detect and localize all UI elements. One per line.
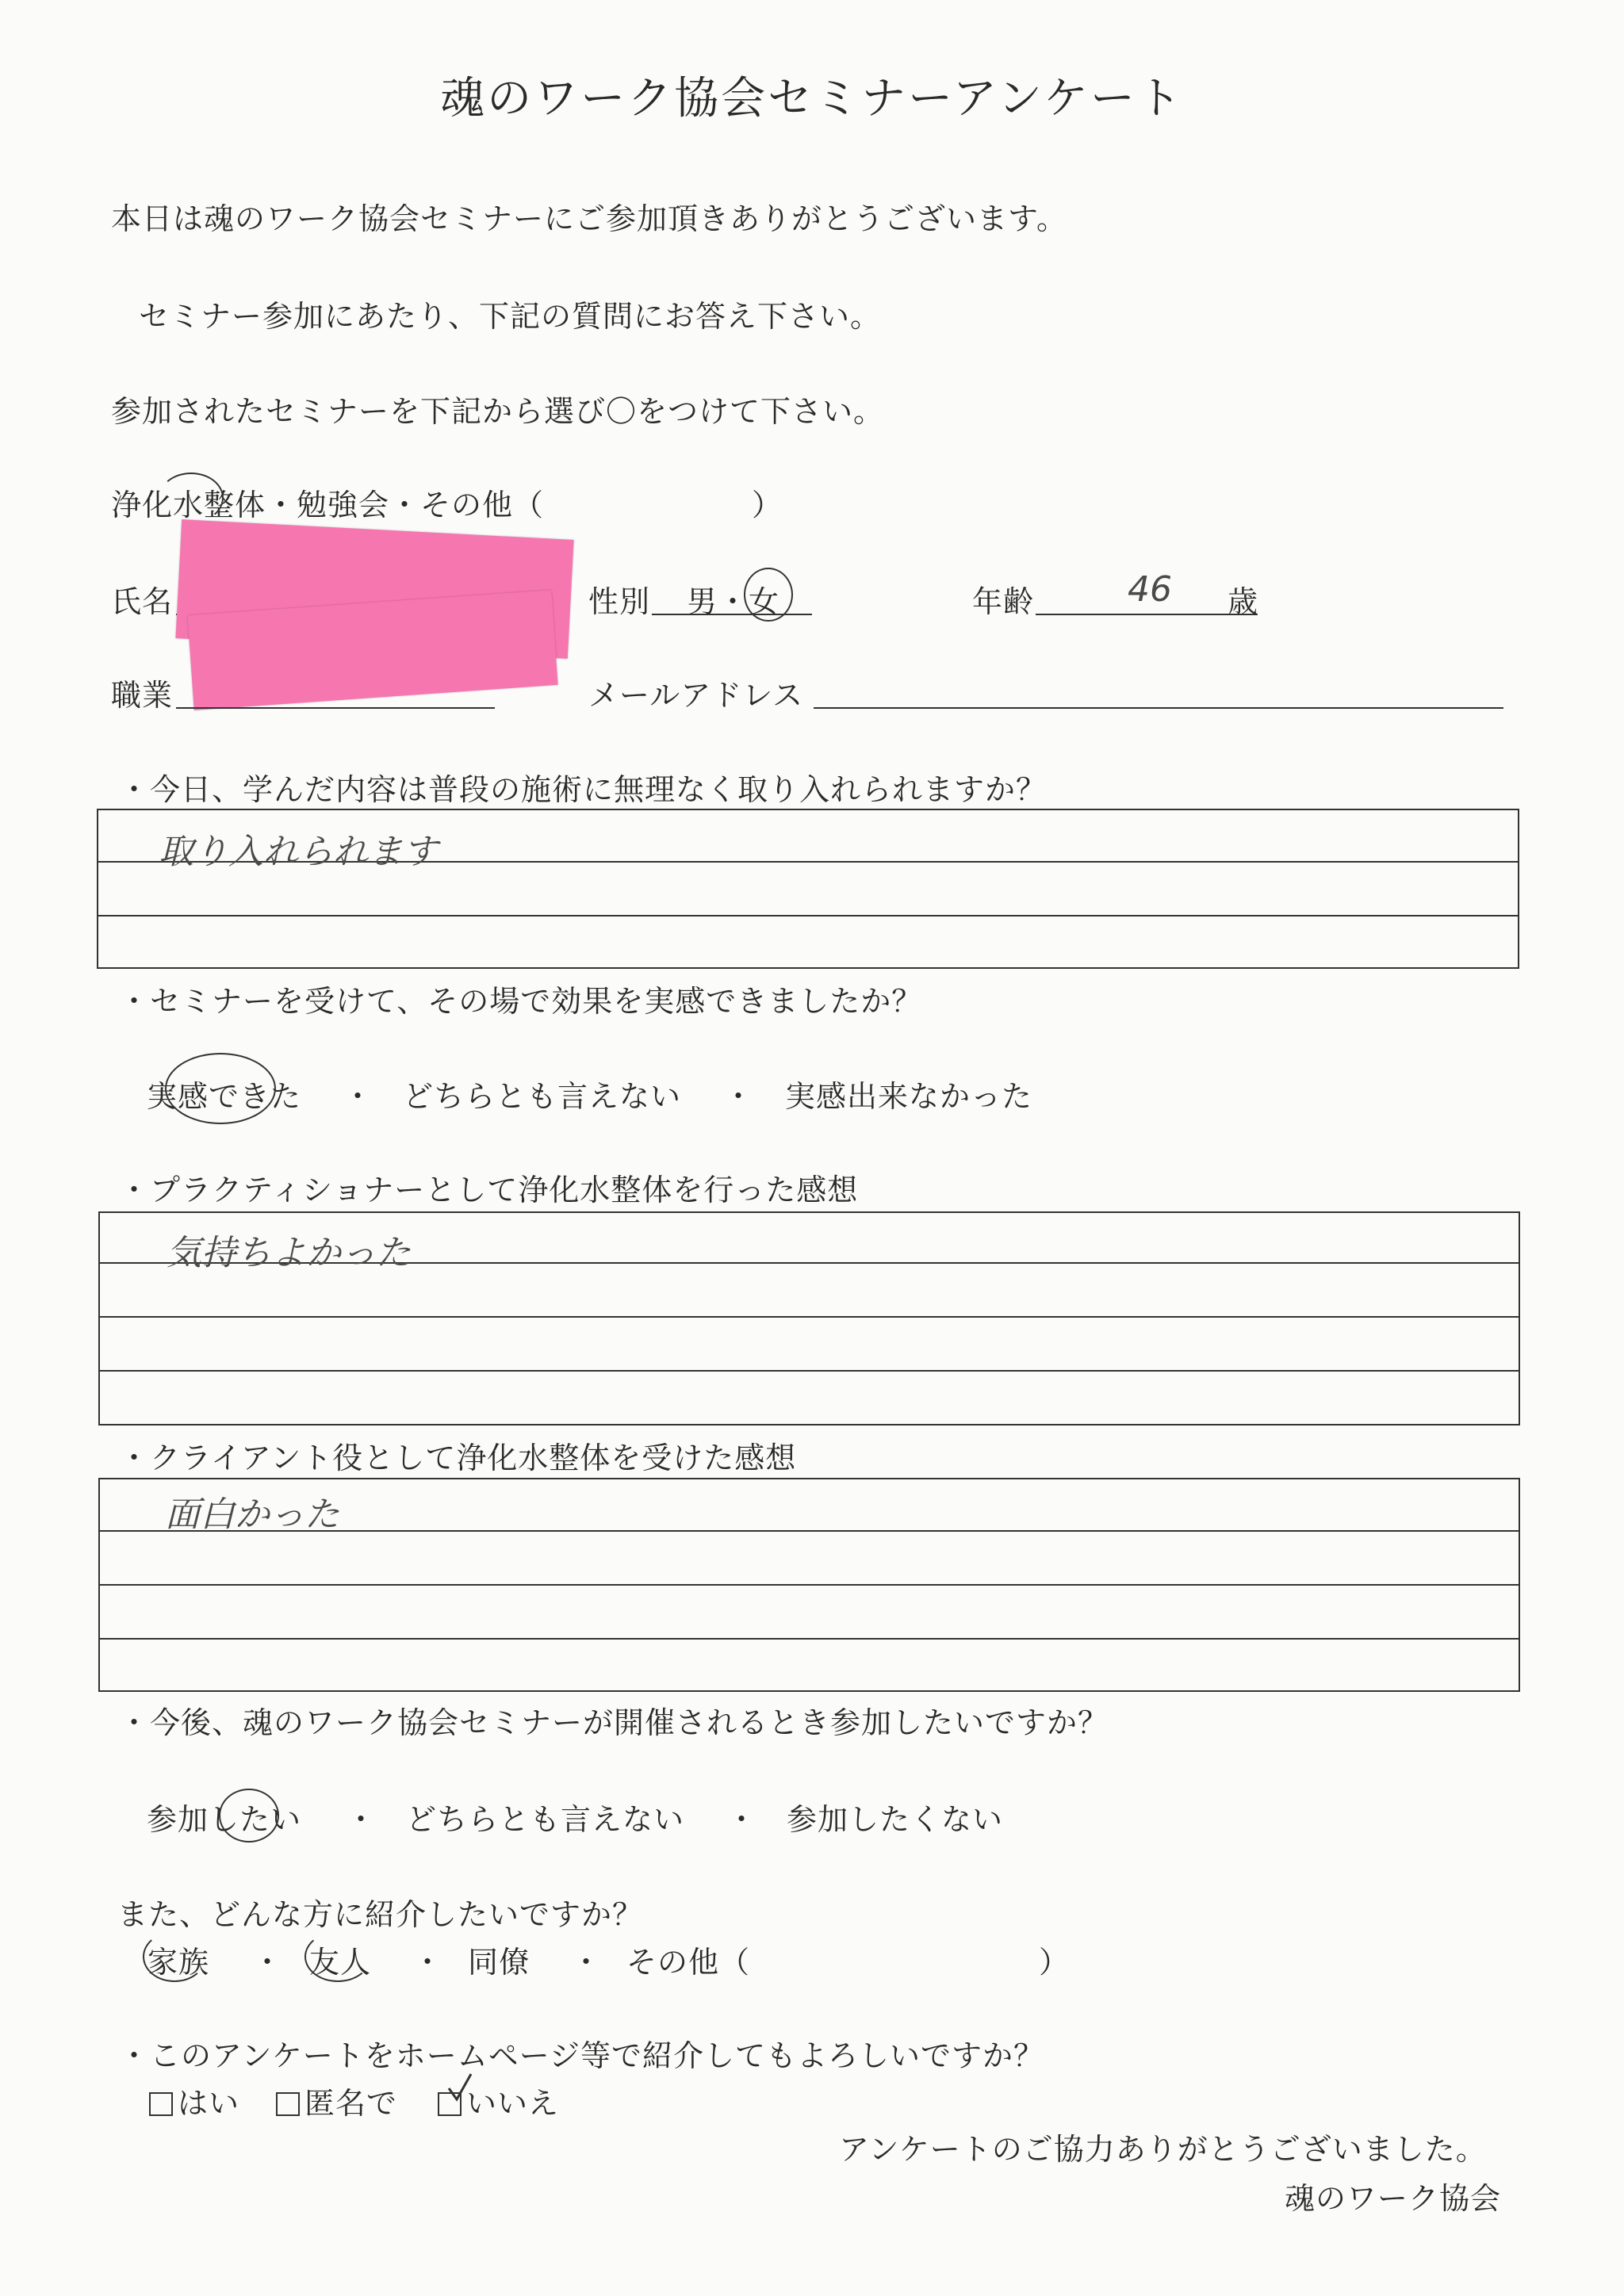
question-5: ・今後、魂のワーク協会セミナーが開催されるとき参加したいですか？ xyxy=(119,1705,1109,1740)
check-mark-icon xyxy=(444,2071,476,2107)
intro-line-3: 参加されたセミナーを下記から選び〇をつけて下さい。 xyxy=(111,394,885,429)
gender-options[interactable]: 男・女 xyxy=(687,584,780,619)
q5-option-no[interactable]: 参加したくない xyxy=(787,1802,1004,1837)
q2-separator: ・ xyxy=(723,1079,755,1114)
age-unit: 歳 xyxy=(1228,584,1259,619)
q7-option-yes-label: はい xyxy=(178,2086,240,2121)
answer-1-text: 取り入れられます xyxy=(159,832,438,872)
email-label: メールアドレス xyxy=(588,678,804,713)
email-field[interactable] xyxy=(814,707,1503,709)
selection-circle-q5 xyxy=(219,1789,279,1843)
footer-thanks: アンケートのご協力ありがとうございました。 xyxy=(839,2132,1487,2167)
question-2: ・セミナーを受けて、その場で効果を実感できましたか？ xyxy=(119,984,923,1019)
checkbox-yes[interactable] xyxy=(149,2092,173,2116)
question-1: ・今日、学んだ内容は普段の施術に無理なく取り入れられますか？ xyxy=(119,772,1048,807)
q5-separator: ・ xyxy=(726,1802,758,1837)
seminar-options-close: ） xyxy=(752,488,783,522)
selection-circle-q6-family xyxy=(143,1931,206,1982)
q5-separator: ・ xyxy=(346,1802,377,1837)
selection-circle-q6-friend xyxy=(304,1931,371,1982)
q5-option-neutral[interactable]: どちらとも言えない xyxy=(406,1802,685,1837)
answer-rule xyxy=(100,1370,1519,1372)
q7-option-yes[interactable] xyxy=(149,2079,239,2122)
answer-3-text: 気持ちよかった xyxy=(167,1233,411,1273)
intro-line-2: セミナー参加にあたり、下記の質問にお答え下さい。 xyxy=(139,299,882,334)
q2-option-yes[interactable]: 実感できた xyxy=(147,1079,302,1114)
q6-separator: ・ xyxy=(571,1945,603,1980)
q2-separator: ・ xyxy=(343,1079,374,1114)
q6-option-colleague[interactable]: 同僚 xyxy=(468,1945,530,1980)
name-label: 氏名 xyxy=(111,584,174,619)
answer-rule xyxy=(98,915,1518,916)
age-value[interactable]: 46 xyxy=(1128,569,1172,610)
page-title: 魂のワーク協会セミナーアンケート xyxy=(440,73,1184,124)
q6-option-other[interactable]: その他（ xyxy=(626,1945,751,1980)
footer-org: 魂のワーク協会 xyxy=(1285,2181,1502,2216)
q2-option-no[interactable]: 実感出来なかった xyxy=(785,1079,1033,1114)
q7-option-no-label: いいえ xyxy=(466,2086,560,2121)
age-field-underline xyxy=(1036,614,1258,615)
seminar-options[interactable]: 浄化水整体・勉強会・その他（ xyxy=(111,488,545,522)
question-7: ・このアンケートをホームページ等で紹介してもよろしいですか？ xyxy=(119,2038,1044,2073)
q7-option-anonymous[interactable] xyxy=(276,2079,397,2122)
question-6: また、どんな方に紹介したいですか？ xyxy=(117,1897,644,1932)
occupation-label: 職業 xyxy=(111,678,174,713)
checkbox-anonymous[interactable] xyxy=(276,2092,300,2116)
answer-rule xyxy=(100,1316,1519,1318)
question-3: ・プラクティショナーとして浄化水整体を行った感想 xyxy=(119,1173,859,1207)
gender-label: 性別 xyxy=(588,584,651,619)
answer-4-text: 面白かった xyxy=(165,1494,339,1535)
gender-field-underline xyxy=(652,614,812,615)
intro-line-1: 本日は魂のワーク協会セミナーにご参加頂きありがとうございます。 xyxy=(111,201,1067,236)
q6-option-other-close: ） xyxy=(1039,1945,1071,1980)
occupation-field[interactable] xyxy=(176,707,495,709)
selection-circle-q2 xyxy=(165,1053,276,1124)
q6-option-friend[interactable]: 友人 xyxy=(309,1945,372,1980)
answer-rule xyxy=(100,1638,1519,1640)
answer-rule xyxy=(100,1584,1519,1586)
q7-option-anonymous-label: 匿名で xyxy=(304,2086,398,2121)
question-4: ・クライアント役として浄化水整体を受けた感想 xyxy=(119,1441,797,1475)
q2-option-neutral[interactable]: どちらとも言えない xyxy=(403,1079,682,1114)
q6-option-family[interactable]: 家族 xyxy=(147,1945,210,1980)
selection-circle-seminar xyxy=(159,473,224,523)
age-label: 年齢 xyxy=(972,584,1035,619)
q5-option-yes[interactable]: 参加したい xyxy=(147,1802,302,1837)
selection-circle-gender xyxy=(744,568,793,622)
q6-separator: ・ xyxy=(412,1945,444,1980)
q6-separator: ・ xyxy=(252,1945,284,1980)
